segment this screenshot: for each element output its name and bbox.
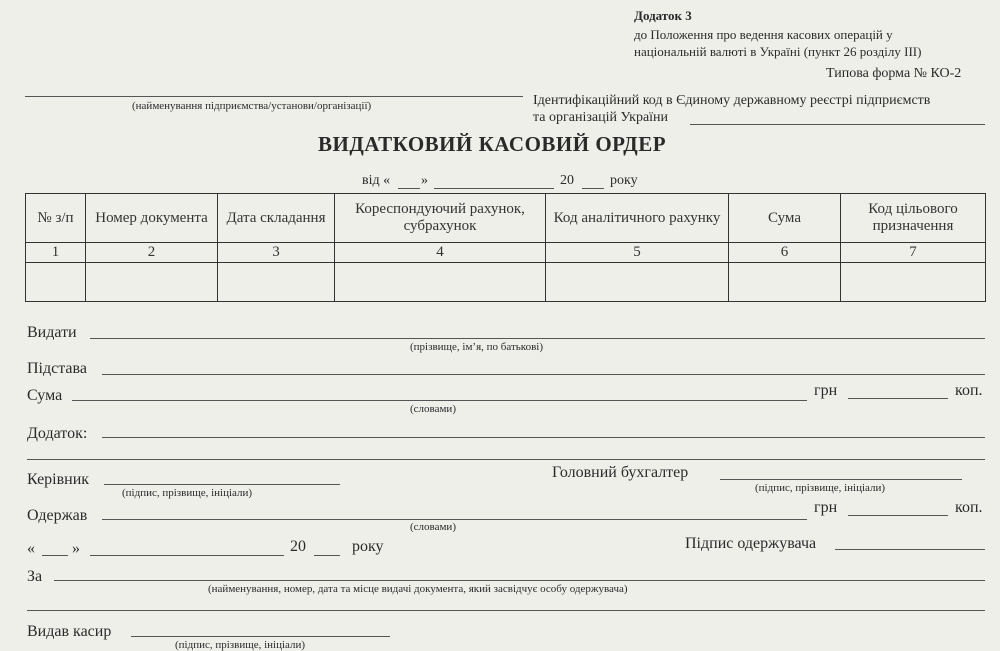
issue-line[interactable] <box>90 338 985 339</box>
received-kop-label: коп. <box>955 499 983 516</box>
attachment-line-2[interactable] <box>27 459 985 460</box>
receipt-year-num: 20 <box>290 538 306 555</box>
received-words-line[interactable] <box>102 519 807 520</box>
annex-line-1: до Положення про ведення касових операцій у <box>634 27 893 42</box>
table-number-cell: 2 <box>86 243 218 263</box>
sum-kop-label: коп. <box>955 382 983 399</box>
document-line-2[interactable] <box>27 610 985 611</box>
basis-label: Підстава <box>27 360 87 377</box>
date-month-line <box>434 188 554 189</box>
received-label: Одержав <box>27 507 88 524</box>
receiver-signature-line[interactable] <box>835 549 985 550</box>
receipt-month-line[interactable] <box>90 555 284 556</box>
form-number: Типова форма № КО-2 <box>826 66 962 81</box>
document-line-1[interactable] <box>54 580 985 581</box>
cashier-label: Видав касир <box>27 623 112 640</box>
cashier-caption: (підпис, прізвище, ініціали) <box>175 639 306 651</box>
date-from-label: від « <box>362 173 391 188</box>
table-header-cell: Сума <box>729 194 841 243</box>
table-number-row <box>26 243 986 263</box>
id-code-label-1: Ідентифікаційний код в Єдиному державному реєстрі підприємств <box>533 93 931 108</box>
receipt-date-close-quote: » <box>72 540 80 557</box>
table-header-row <box>26 194 986 243</box>
sum-words-line[interactable] <box>72 400 807 401</box>
table-number-cell: 7 <box>841 243 986 263</box>
id-code-label-2: та організацій України <box>533 110 669 125</box>
id-code-line <box>690 124 985 125</box>
date-year-word: року <box>610 173 638 188</box>
table-number-cell: 1 <box>26 243 86 263</box>
table-header-cell: Код аналітичного рахунку <box>546 194 729 243</box>
receipt-year-line[interactable] <box>314 555 340 556</box>
sum-uah-label: грн <box>814 382 838 399</box>
by-label: За <box>27 568 43 585</box>
table-cell[interactable] <box>729 263 841 302</box>
enterprise-caption: (найменування підприємства/установи/організації) <box>132 100 372 112</box>
table-number-cell: 3 <box>218 243 335 263</box>
received-kop-line[interactable] <box>848 515 948 516</box>
table-cell[interactable] <box>546 263 729 302</box>
table-cell[interactable] <box>841 263 986 302</box>
attachment-label: Додаток: <box>27 425 88 442</box>
enterprise-name-line <box>25 96 523 97</box>
sum-label: Сума <box>27 387 63 404</box>
head-caption: (підпис, прізвище, ініціали) <box>122 487 253 499</box>
table-header-cell: Дата складання <box>218 194 335 243</box>
head-signature-line[interactable] <box>104 484 340 485</box>
receiver-signature-label: Підпис одержувача <box>685 535 817 552</box>
table-cell[interactable] <box>26 263 86 302</box>
table-header-cell: Код цільового призначення <box>841 194 986 243</box>
chief-accountant-caption: (підпис, прізвище, ініціали) <box>755 482 886 494</box>
annex-line-2: національній валюті в Україні (пункт 26 розділу III) <box>634 44 922 59</box>
order-table <box>25 193 986 302</box>
cashier-line[interactable] <box>131 636 390 637</box>
sum-words-caption: (словами) <box>410 403 456 415</box>
table-number-cell: 4 <box>335 243 546 263</box>
receipt-day-line[interactable] <box>42 555 68 556</box>
date-year-num: 20 <box>560 173 574 188</box>
date-day-line <box>398 188 420 189</box>
attachment-line-1[interactable] <box>102 437 985 438</box>
chief-accountant-line[interactable] <box>720 479 962 480</box>
table-number-cell: 5 <box>546 243 729 263</box>
head-label: Керівник <box>27 471 90 488</box>
table-header-cell: № з/п <box>26 194 86 243</box>
table-header-cell: Номер документа <box>86 194 218 243</box>
issue-label: Видати <box>27 324 77 341</box>
table-row[interactable] <box>26 263 986 302</box>
receipt-date-open-quote: « <box>27 540 35 557</box>
received-uah-label: грн <box>814 499 838 516</box>
table-cell[interactable] <box>86 263 218 302</box>
sum-kop-line[interactable] <box>848 398 948 399</box>
basis-line[interactable] <box>102 374 985 375</box>
table-cell[interactable] <box>335 263 546 302</box>
document-title: ВИДАТКОВИЙ КАСОВИЙ ОРДЕР <box>318 132 667 156</box>
issue-caption: (прізвище, ім’я, по батькові) <box>410 341 543 353</box>
table-header-cell: Кореспондуючий рахунок, субрахунок <box>335 194 546 243</box>
date-close-quote: » <box>421 173 428 188</box>
received-words-caption: (словами) <box>410 521 456 533</box>
table-number-cell: 6 <box>729 243 841 263</box>
receipt-year-word: року <box>352 538 384 555</box>
chief-accountant-label: Головний бухгалтер <box>552 464 689 481</box>
table-cell[interactable] <box>218 263 335 302</box>
document-caption: (найменування, номер, дата та місце видачі документа, який засвідчує особу одержувача) <box>208 583 628 595</box>
date-year-line <box>582 188 604 189</box>
annex-title: Додаток 3 <box>634 8 692 23</box>
